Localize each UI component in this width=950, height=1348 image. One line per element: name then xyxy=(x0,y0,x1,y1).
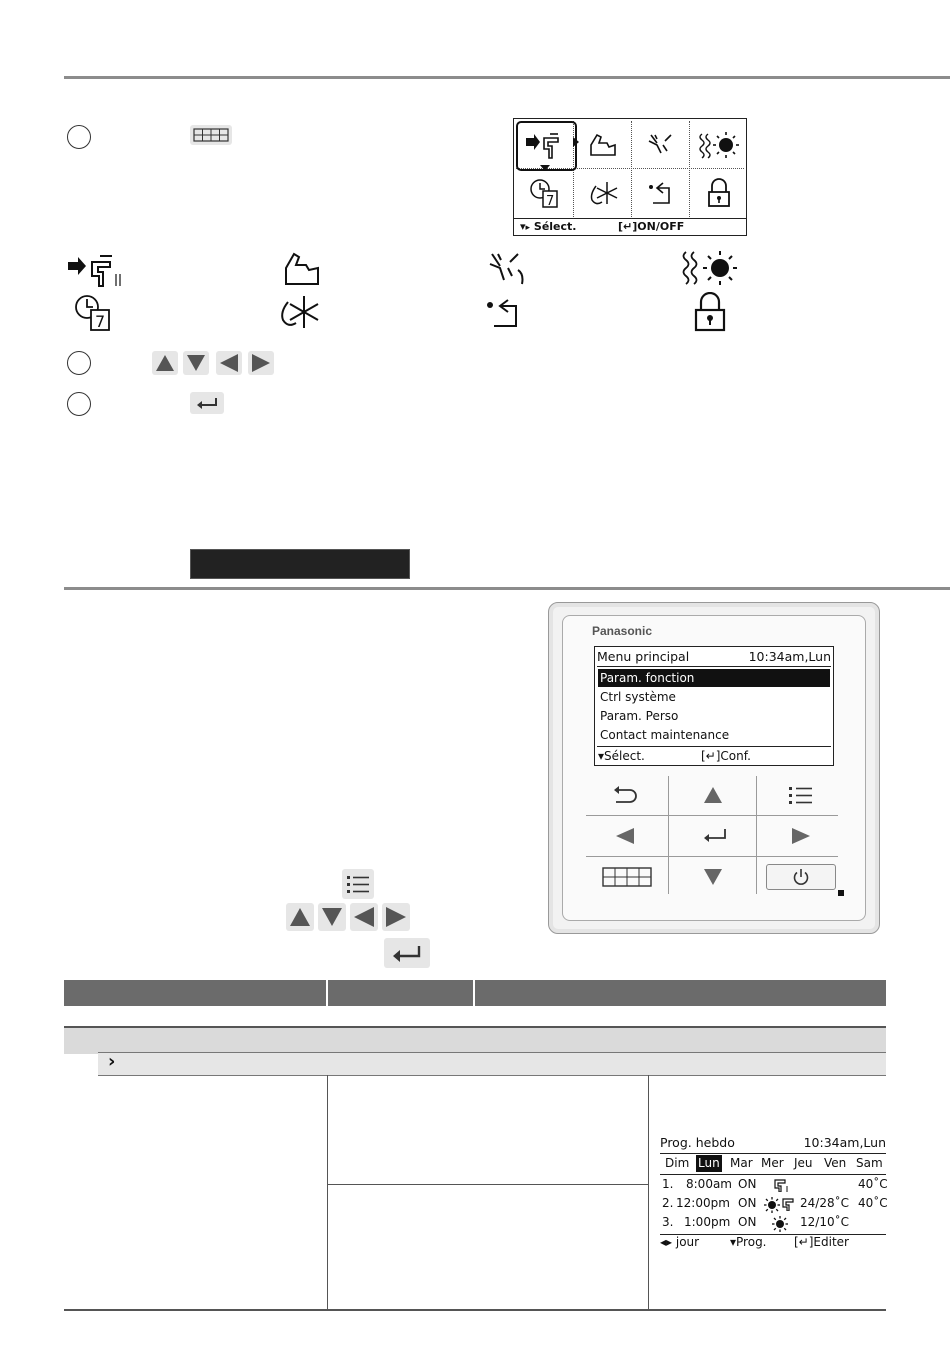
lock-icon-large xyxy=(692,292,728,336)
outdoor-exit-icon xyxy=(632,169,689,216)
heater-sun-icon xyxy=(690,121,747,168)
schedule-footer-day: ◂▸ jour xyxy=(660,1235,700,1249)
weekly-timer-icon xyxy=(516,169,573,216)
defrost-icon-large xyxy=(274,292,322,336)
schedule-row[interactable]: 3. 1:00pm ON 12/10˚C xyxy=(660,1215,886,1233)
boost-icon xyxy=(574,121,631,168)
step-circle-1 xyxy=(67,125,91,149)
menu-item-contact-maintenance[interactable]: Contact maintenance xyxy=(600,728,730,742)
chevron-right-icon: › xyxy=(108,1051,116,1072)
schedule-row[interactable]: 2. 12:00pm ON 24/28˚C 40˚C xyxy=(660,1196,886,1214)
step-circle-3 xyxy=(67,392,91,416)
left-button[interactable] xyxy=(614,826,636,850)
day-tabs xyxy=(660,1155,886,1173)
weekly-timer-icon-large xyxy=(72,292,114,336)
table-col-line-2 xyxy=(648,1075,649,1309)
grid-menu-key-icon xyxy=(190,125,232,145)
enter-key-icon xyxy=(190,392,224,414)
table-section-bar xyxy=(64,1026,886,1054)
table-header xyxy=(64,980,886,1006)
schedule-footer-prog: ▾Prog. xyxy=(730,1235,767,1249)
arrow-keys-icon-2 xyxy=(286,903,412,935)
day-tab-lun[interactable]: Lun xyxy=(698,1156,720,1170)
outdoor-exit-icon-large xyxy=(484,296,526,334)
table-bottom-rule xyxy=(64,1309,886,1311)
menu-item-ctrl-systeme[interactable]: Ctrl système xyxy=(600,690,676,704)
table-subsection-bar xyxy=(98,1052,886,1076)
day-tab-ven[interactable]: Ven xyxy=(824,1156,847,1170)
list-menu-key-icon xyxy=(342,869,374,899)
power-button[interactable] xyxy=(766,864,836,890)
back-button[interactable] xyxy=(612,785,638,809)
onoff-hint: [↵]ON/OFF xyxy=(618,220,685,233)
enter-button[interactable] xyxy=(702,827,728,847)
up-button[interactable] xyxy=(702,785,724,809)
right-button[interactable] xyxy=(790,826,812,850)
icon-menu-footer xyxy=(514,218,746,235)
icon-menu-screen xyxy=(513,118,747,236)
remote-screen xyxy=(594,646,834,766)
quiet-icon-large xyxy=(486,250,528,292)
screen-title: Menu principal xyxy=(597,649,690,664)
boost-icon-large xyxy=(280,250,322,292)
grid-menu-button[interactable] xyxy=(602,867,652,891)
day-tab-sam[interactable]: Sam xyxy=(856,1156,883,1170)
schedule-title: Prog. hebdo xyxy=(660,1135,735,1150)
tap-water-icon xyxy=(772,1178,790,1192)
section-divider xyxy=(64,587,950,590)
sun-icon xyxy=(764,1197,780,1213)
schedule-time: 10:34am,Lun xyxy=(803,1135,886,1150)
svg-text:7: 7 xyxy=(95,312,106,331)
heater-sun-icon-large xyxy=(678,248,742,292)
table-row-divider xyxy=(328,1184,648,1185)
dark-banner xyxy=(190,549,410,579)
select-hint: ▾▸ Sélect. xyxy=(520,220,577,233)
day-tab-mar[interactable]: Mar xyxy=(730,1156,753,1170)
menu-item-param-fonction[interactable]: Param. fonction xyxy=(600,671,695,685)
svg-text:7: 7 xyxy=(545,193,554,209)
status-led xyxy=(838,890,844,896)
screen-time: 10:34am,Lun xyxy=(748,649,831,664)
down-button[interactable] xyxy=(702,867,724,891)
defrost-icon xyxy=(574,169,631,216)
table-col-line-1 xyxy=(327,1075,328,1309)
tap-water-icon xyxy=(516,121,573,168)
power-icon xyxy=(792,868,810,886)
tap-water-icon xyxy=(781,1197,797,1211)
quiet-icon xyxy=(632,121,689,168)
screen-footer-select: ▾Sélect. xyxy=(598,749,645,763)
day-tab-mer[interactable]: Mer xyxy=(761,1156,784,1170)
screen-footer-confirm: [↵]Conf. xyxy=(701,749,751,763)
arrow-keys-icon xyxy=(152,351,276,379)
lock-icon xyxy=(690,169,747,216)
brand-logo: Panasonic xyxy=(592,624,653,638)
day-tab-jeu[interactable]: Jeu xyxy=(794,1156,813,1170)
step-circle-2 xyxy=(67,351,91,375)
enter-key-icon-2 xyxy=(384,938,430,968)
menu-item-param-perso[interactable]: Param. Perso xyxy=(600,709,679,723)
list-menu-button[interactable] xyxy=(788,786,814,808)
top-divider xyxy=(64,76,950,79)
sun-icon xyxy=(772,1216,788,1232)
schedule-row[interactable]: 1. 8:00am ON 40˚C xyxy=(662,1177,888,1191)
schedule-footer-edit: [↵]Editer xyxy=(794,1235,849,1249)
day-tab-dim[interactable]: Dim xyxy=(665,1156,690,1170)
tap-water-icon-large xyxy=(66,252,126,292)
